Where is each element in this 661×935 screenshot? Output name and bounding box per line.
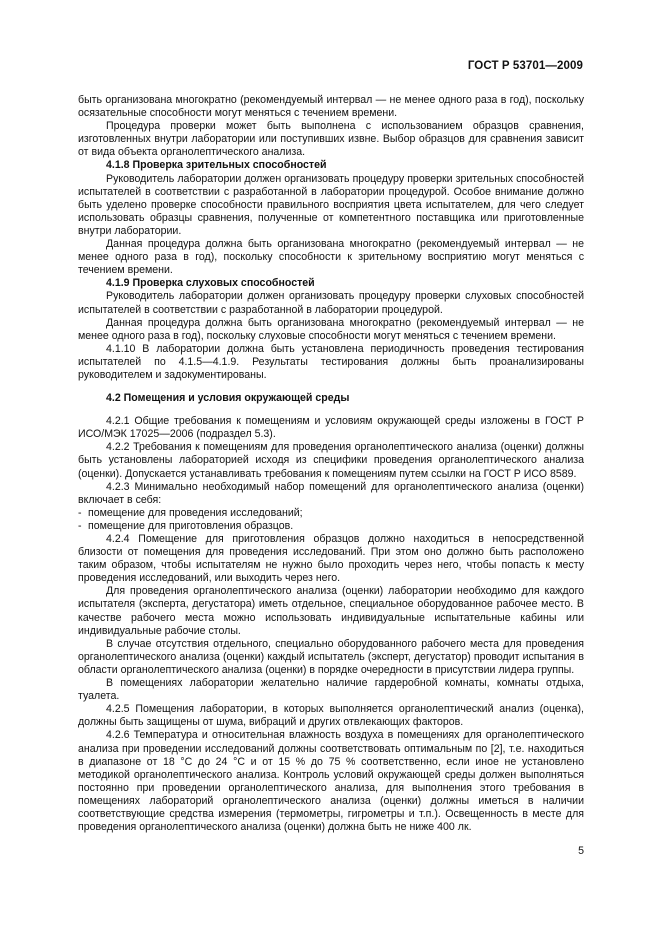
list-item-text: помещение для приготовления образцов. [88,519,294,532]
list-bullet: - [78,519,82,532]
paragraph: 4.2.5 Помещения лаборатории, в которых выполняется органолептический анализ (оценка), должны быть защищены от шума, вибраций и других отвлекающих факторов. [78,703,584,729]
paragraph: Процедура проверки может быть выполнена с использованием образцов сравнения, изготовленных внутри лаборатории или поступивших извне. Выбор образцов для сравнения зависит от вида объекта органолептического анализа. [78,120,584,159]
paragraph: быть организована многократно (рекомендуемый интервал — не менее одного раза в год), поскольку осязательные способности могут меняться с течением времени. [78,94,584,120]
document-body [78,94,584,834]
paragraph: Руководитель лаборатории должен организовать процедуру проверки зрительных способностей испытателей в соответствии с разработанной в лаборатории процедурой. Особое внимание должно быть уделено проверке способности правильного восприятия цвета испытателем, для чего следует использовать образцы сравнения, полученные от компетентного поставщика или приготовленные внутри лаборатории. [78,172,584,237]
list-item-text: помещение для проведения исследований; [88,506,303,519]
paragraph: Данная процедура должна быть организована многократно (рекомендуемый интервал — не менее одного раза в год), поскольку способности к зрительному восприятию могут меняться с течением времени. [78,238,584,277]
paragraph: 4.1.10 В лаборатории должна быть установлена периодичность проведения тестирования испытателей по 4.1.5—4.1.9. Результаты тестирования должны быть проанализированы руководителем и задокументированы. [78,342,584,381]
section-title: 4.1.9 Проверка слуховых способностей [106,277,315,290]
paragraph: Руководитель лаборатории должен организовать процедуру проверки слуховых способностей испытателей в соответствии с разработанной в лаборатории процедурой. [78,290,584,316]
list-item [78,520,584,533]
document-code: ГОСТ Р 53701—2009 [467,60,583,72]
paragraph: 4.2.4 Помещение для приготовления образцов должно находиться в непосредственной близости от помещения для проведения исследований. При этом оно должно быть расположено таким образом, чтобы испытателям не нужно было проходить через него, чтобы попасть к месту проведения исследований, или выходить через него. [78,533,584,585]
section-title: 4.2 Помещения и условия окружающей среды [106,392,350,405]
list-item [78,507,584,520]
paragraph: В случае отсутствия отдельного, специально оборудованного рабочего места для проведения органолептического анализа (оценки) каждый испытатель (эксперт, дегустатор) проводит испытания в области органолептического анализа (оценки) в порядке очередности в присутствии лидера группы. [78,637,584,676]
section-title: 4.1.8 Проверка зрительных способностей [106,159,327,172]
paragraph: 4.2.2 Требования к помещениям для проведения органолептического анализа (оценки) должны быть установлены лабораторией исходя из специфики проведения органолептического анализа (оценки). Допускается устанавливать требования к помещениям путем ссылки на ГОСТ Р ИСО 8589. [78,441,584,480]
paragraph: 4.2.3 Минимально необходимый набор помещений для органолептического анализа (оценки) включает в себя: [78,480,584,506]
paragraph: 4.2.1 Общие требования к помещениям и условиям окружающей среды изложены в ГОСТ Р ИСО/МЭК 17025—2006 (подраздел 5.3). [78,415,584,441]
paragraph: Данная процедура должна быть организована многократно (рекомендуемый интервал — не менее одного раза в год), поскольку слуховые способности могут меняться с течением времени. [78,316,584,342]
paragraph: Для проведения органолептического анализа (оценки) лаборатории необходимо для каждого испытателя (эксперта, дегустатора) иметь отдельное, специальное оборудованное рабочее место. В качестве рабочего места можно использовать индивидуальные испытательные кабины или индивидуальные рабочие столы. [78,585,584,637]
page-number: 5 [578,845,584,857]
list-bullet: - [78,506,82,519]
paragraph: В помещениях лаборатории желательно наличие гардеробной комнаты, комнаты отдыха, туалета. [78,677,584,703]
paragraph: 4.2.6 Температура и относительная влажность воздуха в помещениях для органолептического анализа при проведении исследований должны соответствовать оптимальным по [2], т.е. находиться в диапазоне от 18 °С до 24 °С и от 15 % до 75 % соответственно, если иное не установлено методикой органолептического анализа. Контроль условий окружающей среды должен выполняться постоянно при проведении органолептического анализа, для выполнения этого требования в помещениях лабораторий органолептического анализа (оценки) должны иметься в наличии соответствующие средства измерения (термометры, гигрометры и т.п.). Освещенность в месте для проведения органолептического анализа (оценки) должна быть не ниже 400 лк. [78,729,584,834]
